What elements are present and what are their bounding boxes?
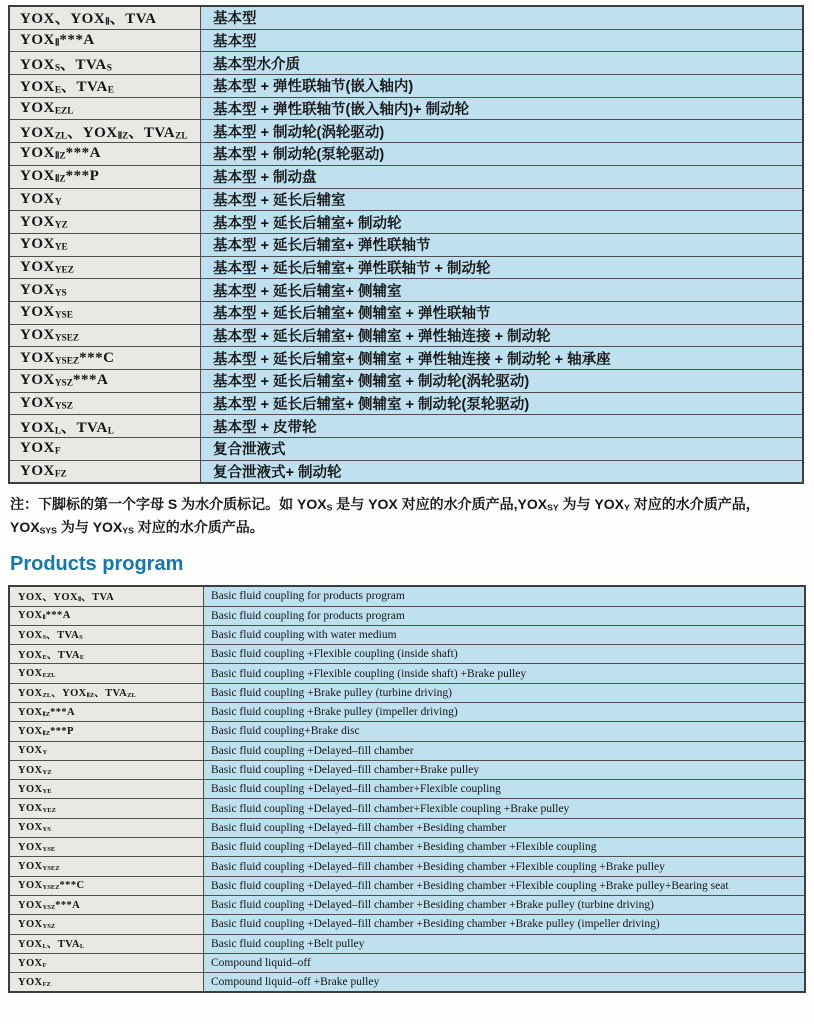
product-table-chinese xyxy=(8,5,804,484)
description-cell: Basic fluid coupling+Brake disc xyxy=(204,722,806,741)
table-row xyxy=(9,664,805,683)
model-cell: $YOX_{YSEZ}$ xyxy=(9,324,201,347)
description-cell: 基本型 + 延长后辅室+ 侧辅室 + 弹性轴连接 + 制动轮 + 轴承座 xyxy=(201,347,804,370)
table-row xyxy=(9,703,805,722)
model-cell: $YOX_F$ xyxy=(9,953,204,972)
description-cell: Basic fluid coupling for products program xyxy=(204,586,806,606)
model-cell: $YOX_{ZL}$、$YOX_{ⅡZ}$、$TVA_{ZL}$ xyxy=(9,683,204,702)
model-cell: $YOX_{YSEZ}***C$ xyxy=(9,876,204,895)
table-row xyxy=(9,75,803,98)
model-cell: $YOX_{YSZ}***A$ xyxy=(9,895,204,914)
model-cell: $YOX_L$、$TVA_L$ xyxy=(9,415,201,438)
description-cell: Basic fluid coupling +Delayed–fill chamber +Besiding chamber +Brake pulley (impeller driving) xyxy=(204,915,806,934)
model-cell: $YOX_{FZ}$ xyxy=(9,460,201,483)
table-row xyxy=(9,370,803,393)
table-row xyxy=(9,279,803,302)
description-cell: Basic fluid coupling +Delayed–fill chamber +Besiding chamber +Flexible coupling xyxy=(204,838,806,857)
footnote: 注：下脚标的第一个字母 S 为水介质标记。如 $YOX_S$ 是与 YOX 对应的水介质产品$,YOX_{SY}$ 为与 $YOX_Y$ 对应的水介质产品，$YOX_{SYS}$ 为与 $YOX_{YS}$ 对应的水介质产品。 xyxy=(10,496,760,536)
table-row xyxy=(9,973,805,993)
model-cell: $YOX_{YSEZ}$ xyxy=(9,857,204,876)
product-table-chinese-body xyxy=(9,6,803,483)
model-cell: $YOX_{ⅡZ}***A$ xyxy=(9,703,204,722)
description-cell: 基本型 + 制动轮(泵轮驱动) xyxy=(201,143,804,166)
table-row xyxy=(9,211,803,234)
model-cell: $YOX_{YSZ}***A$ xyxy=(9,370,201,393)
description-cell: Basic fluid coupling +Delayed–fill chamber+Brake pulley xyxy=(204,760,806,779)
table-row xyxy=(9,415,803,438)
description-cell: 基本型 + 延长后辅室+ 侧辅室 + 制动轮(泵轮驱动) xyxy=(201,392,804,415)
model-cell: $YOX_{EZL}$ xyxy=(9,664,204,683)
description-cell: 基本型水介质 xyxy=(201,52,804,75)
description-cell: 基本型 + 弹性联轴节(嵌入轴内)+ 制动轮 xyxy=(201,97,804,120)
model-cell: $YOX_{ⅡZ}***P$ xyxy=(9,165,201,188)
model-cell: $YOX_S$、$TVA_S$ xyxy=(9,625,204,644)
description-cell: Compound liquid–off xyxy=(204,953,806,972)
table-row xyxy=(9,606,805,625)
model-cell: $YOX_S$、$TVA_S$ xyxy=(9,52,201,75)
table-row xyxy=(9,857,805,876)
table-row xyxy=(9,347,803,370)
table-row xyxy=(9,97,803,120)
table-row xyxy=(9,165,803,188)
table-row xyxy=(9,799,805,818)
model-cell: $YOX_{EZL}$ xyxy=(9,97,201,120)
model-cell: $YOX_{YSE}$ xyxy=(9,838,204,857)
description-cell: Basic fluid coupling +Delayed–fill chamber xyxy=(204,741,806,760)
table-row xyxy=(9,934,805,953)
table-row xyxy=(9,233,803,256)
description-cell: Basic fluid coupling +Delayed–fill chamber +Besiding chamber +Flexible coupling +Brake pulley+Bearing seat xyxy=(204,876,806,895)
model-cell: YOX、$YOX_Ⅱ$、TVA xyxy=(9,586,204,606)
model-cell: $YOX_{ⅡZ}***P$ xyxy=(9,722,204,741)
description-cell: 基本型 + 弹性联轴节(嵌入轴内) xyxy=(201,75,804,98)
description-cell: 基本型 + 延长后辅室+ 弹性联轴节 xyxy=(201,233,804,256)
description-cell: Compound liquid–off +Brake pulley xyxy=(204,973,806,993)
table-row xyxy=(9,52,803,75)
description-cell: Basic fluid coupling +Flexible coupling (inside shaft) +Brake pulley xyxy=(204,664,806,683)
description-cell: Basic fluid coupling +Delayed–fill chamber +Besiding chamber +Brake pulley (turbine driving) xyxy=(204,895,806,914)
description-cell: 基本型 + 制动轮(涡轮驱动) xyxy=(201,120,804,143)
table-row xyxy=(9,438,803,461)
table-row xyxy=(9,838,805,857)
description-cell: Basic fluid coupling +Belt pulley xyxy=(204,934,806,953)
model-cell: $YOX_Y$ xyxy=(9,188,201,211)
table-row xyxy=(9,143,803,166)
table-row xyxy=(9,392,803,415)
table-row xyxy=(9,915,805,934)
description-cell: Basic fluid coupling with water medium xyxy=(204,625,806,644)
model-cell: $YOX_{YE}$ xyxy=(9,233,201,256)
table-row xyxy=(9,780,805,799)
table-row xyxy=(9,741,805,760)
description-cell: 基本型 + 延长后辅室+ 弹性联轴节 + 制动轮 xyxy=(201,256,804,279)
table-row xyxy=(9,586,805,606)
model-cell: $YOX_{YSEZ}***C$ xyxy=(9,347,201,370)
table-row xyxy=(9,188,803,211)
description-cell: Basic fluid coupling for products program xyxy=(204,606,806,625)
description-cell: 基本型 xyxy=(201,6,804,29)
product-table-english xyxy=(8,585,806,993)
table-row xyxy=(9,256,803,279)
section-heading: Products program xyxy=(10,553,184,576)
model-cell: $YOX_Ⅱ***A$ xyxy=(9,29,201,52)
description-cell: 复合泄液式+ 制动轮 xyxy=(201,460,804,483)
description-cell: 基本型 + 延长后辅室+ 侧辅室 + 制动轮(涡轮驱动) xyxy=(201,370,804,393)
model-cell: $YOX_{YE}$ xyxy=(9,780,204,799)
table-row xyxy=(9,953,805,972)
model-cell: $YOX_E$、$TVA_E$ xyxy=(9,645,204,664)
product-table-english-body xyxy=(9,586,805,992)
model-cell: $YOX_{ⅡZ}***A$ xyxy=(9,143,201,166)
description-cell: 基本型 xyxy=(201,29,804,52)
model-cell: $YOX_{YS}$ xyxy=(9,279,201,302)
description-cell: 基本型 + 延长后辅室+ 侧辅室 + 弹性轴连接 + 制动轮 xyxy=(201,324,804,347)
table-row xyxy=(9,625,805,644)
model-cell: $YOX_{YZ}$ xyxy=(9,211,201,234)
table-row xyxy=(9,120,803,143)
model-cell: $YOX_E$、$TVA_E$ xyxy=(9,75,201,98)
description-cell: Basic fluid coupling +Brake pulley (turbine driving) xyxy=(204,683,806,702)
model-cell: $YOX_{ZL}$、$YOX_{ⅡZ}$、$TVA_{ZL}$ xyxy=(9,120,201,143)
table-row xyxy=(9,324,803,347)
description-cell: Basic fluid coupling +Flexible coupling (inside shaft) xyxy=(204,645,806,664)
table-row xyxy=(9,301,803,324)
description-cell: Basic fluid coupling +Delayed–fill chamber +Besiding chamber +Flexible coupling +Brake pulley xyxy=(204,857,806,876)
model-cell: $YOX_{YSE}$ xyxy=(9,301,201,324)
table-row xyxy=(9,760,805,779)
table-row xyxy=(9,722,805,741)
table-row xyxy=(9,818,805,837)
description-cell: 基本型 + 延长后辅室+ 制动轮 xyxy=(201,211,804,234)
table-row xyxy=(9,645,805,664)
model-cell: $YOX_L$、$TVA_L$ xyxy=(9,934,204,953)
model-cell: YOX、$YOX_Ⅱ$、TVA xyxy=(9,6,201,29)
description-cell: Basic fluid coupling +Delayed–fill chamber +Besiding chamber xyxy=(204,818,806,837)
description-cell: 基本型 + 延长后辅室+ 侧辅室 + 弹性联轴节 xyxy=(201,301,804,324)
model-cell: $YOX_{YSZ}$ xyxy=(9,392,201,415)
model-cell: $YOX_{FZ}$ xyxy=(9,973,204,993)
table-row xyxy=(9,876,805,895)
table-row xyxy=(9,29,803,52)
description-cell: 基本型 + 皮带轮 xyxy=(201,415,804,438)
table-row xyxy=(9,6,803,29)
model-cell: $YOX_{YS}$ xyxy=(9,818,204,837)
model-cell: $YOX_Ⅱ***A$ xyxy=(9,606,204,625)
table-row xyxy=(9,460,803,483)
model-cell: $YOX_Y$ xyxy=(9,741,204,760)
model-cell: $YOX_F$ xyxy=(9,438,201,461)
description-cell: Basic fluid coupling +Brake pulley (impeller driving) xyxy=(204,703,806,722)
description-cell: Basic fluid coupling +Delayed–fill chamber+Flexible coupling xyxy=(204,780,806,799)
table-row xyxy=(9,683,805,702)
description-cell: Basic fluid coupling +Delayed–fill chamber+Flexible coupling +Brake pulley xyxy=(204,799,806,818)
model-cell: $YOX_{YSZ}$ xyxy=(9,915,204,934)
description-cell: 基本型 + 延长后辅室 xyxy=(201,188,804,211)
model-cell: $YOX_{YZ}$ xyxy=(9,760,204,779)
model-cell: $YOX_{YEZ}$ xyxy=(9,799,204,818)
description-cell: 基本型 + 延长后辅室+ 侧辅室 xyxy=(201,279,804,302)
model-cell: $YOX_{YEZ}$ xyxy=(9,256,201,279)
table-row xyxy=(9,895,805,914)
description-cell: 复合泄液式 xyxy=(201,438,804,461)
description-cell: 基本型 + 制动盘 xyxy=(201,165,804,188)
